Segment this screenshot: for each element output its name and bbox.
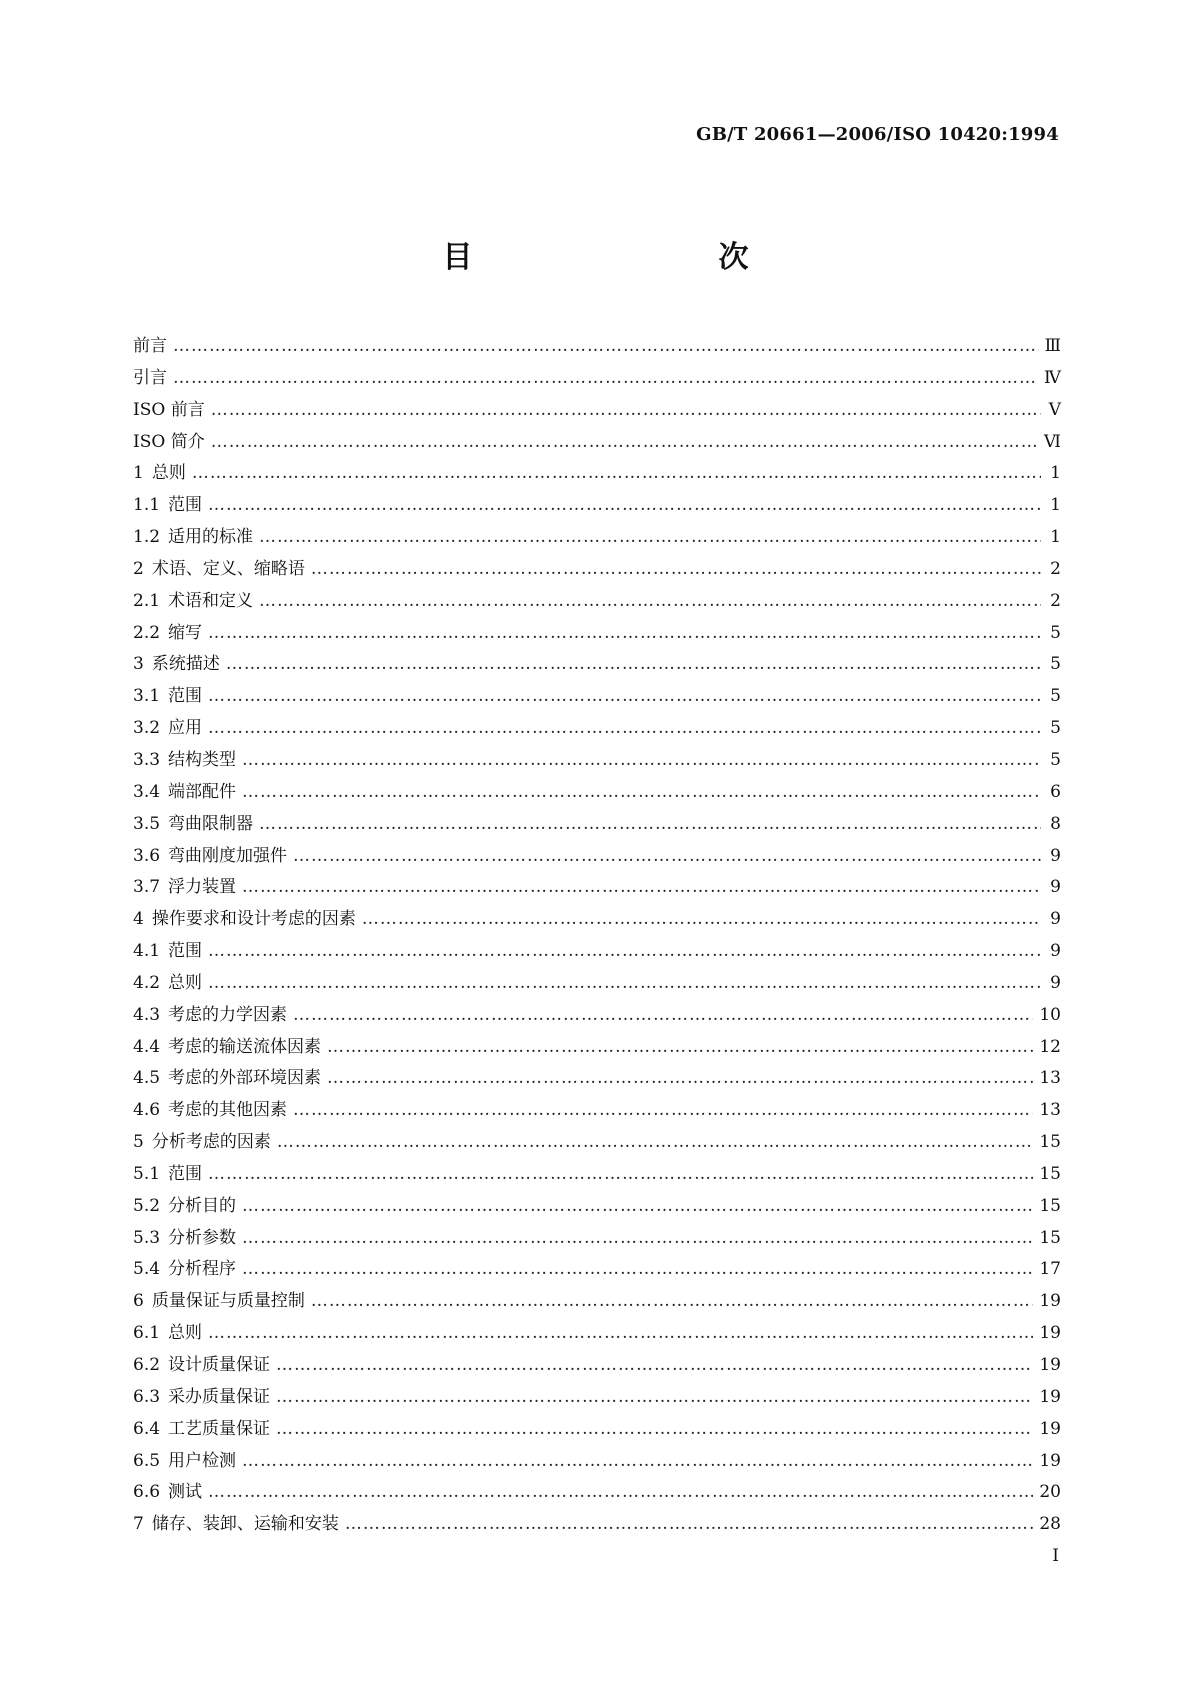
- toc-entry-page: 5: [1050, 686, 1061, 707]
- toc-entry-label: 前言: [133, 336, 167, 356]
- dot-leader: [208, 713, 1041, 745]
- toc-entry[interactable]: [133, 1223, 1061, 1255]
- toc-entry-label: 分析参数: [168, 1227, 237, 1248]
- toc-entry-number: 5.2: [133, 1195, 161, 1216]
- dot-leader: [276, 1350, 1033, 1382]
- toc-entry-number: 3.2: [133, 718, 161, 739]
- toc-entry-label: 范围: [168, 941, 203, 962]
- toc-entry-number: 4.5: [133, 1068, 161, 1089]
- toc-entry-page: 19: [1039, 1355, 1061, 1375]
- toc-entry-label: 考虑的外部环境因素: [168, 1068, 322, 1089]
- toc-entry-label: 总则: [151, 463, 186, 484]
- toc-entry-number: 6.2: [133, 1355, 161, 1375]
- toc-entry-label: 总则: [168, 972, 203, 993]
- toc-entry-page: 15: [1039, 1195, 1061, 1216]
- toc-entry-label: 分析程序: [168, 1259, 237, 1280]
- toc-entry-label: 操作要求和设计考虑的因素: [151, 909, 356, 930]
- dot-leader: [208, 968, 1041, 1000]
- toc-entry-page: 5: [1050, 749, 1061, 770]
- toc-entry-page: 13: [1039, 1100, 1061, 1121]
- toc-entry-page: 6: [1050, 781, 1061, 802]
- dot-leader: [327, 1063, 1033, 1095]
- standard-code: GB/T 20661—2006/ISO 10420:1994: [696, 124, 1059, 145]
- toc-entry-label: 采办质量保证: [168, 1386, 271, 1407]
- toc-entry-page: 1: [1050, 495, 1061, 516]
- toc-entry-page: Ⅵ: [1043, 431, 1061, 452]
- toc-entry-page: 19: [1039, 1386, 1061, 1407]
- toc-entry[interactable]: [133, 458, 1061, 490]
- toc-entry-number: 4.4: [133, 1036, 161, 1057]
- toc-entry-number: 3: [133, 654, 144, 675]
- toc-entry-number: 5.3: [133, 1227, 161, 1248]
- toc-entry[interactable]: [133, 745, 1061, 777]
- dot-leader: [226, 649, 1041, 681]
- dot-leader: [293, 1095, 1033, 1127]
- dot-leader: [208, 490, 1041, 522]
- toc-entry-label: 缩写: [168, 622, 203, 643]
- toc-entry[interactable]: [133, 586, 1061, 618]
- toc-entry-page: 19: [1039, 1323, 1061, 1344]
- toc-entry-page: 9: [1050, 972, 1061, 993]
- dot-leader: [173, 331, 1039, 363]
- toc-entry-page: 1: [1050, 463, 1061, 484]
- toc-entry-number: 5.1: [133, 1163, 161, 1184]
- toc-entry-page: 5: [1050, 654, 1061, 675]
- toc-entry-number: 5: [133, 1132, 144, 1153]
- toc-entry[interactable]: [133, 395, 1061, 427]
- toc-entry-label: 考虑的力学因素: [168, 1004, 288, 1025]
- toc-entry[interactable]: [133, 809, 1061, 841]
- page-title: 目 次: [442, 240, 811, 275]
- toc-entry-label: 范围: [168, 686, 203, 707]
- toc-entry-page: 28: [1039, 1514, 1061, 1535]
- toc-entry-label: ISO 简介: [133, 431, 205, 452]
- dot-leader: [211, 395, 1041, 427]
- toc-entry-label: 结构类型: [168, 749, 237, 770]
- toc-entry[interactable]: [133, 522, 1061, 554]
- toc-entry[interactable]: [133, 1477, 1061, 1509]
- toc-entry-label: ISO 前言: [133, 399, 205, 420]
- toc-entry[interactable]: [133, 872, 1061, 904]
- toc-entry[interactable]: [133, 618, 1061, 650]
- toc-entry-number: 1: [133, 463, 144, 484]
- dot-leader: [276, 1414, 1033, 1446]
- toc-entry-number: 1.1: [133, 495, 161, 516]
- page-number: Ⅰ: [1052, 1546, 1059, 1566]
- toc-entry-page: 10: [1039, 1004, 1061, 1025]
- toc-entry-page: 8: [1050, 813, 1061, 834]
- toc-entry[interactable]: [133, 554, 1061, 586]
- dot-leader: [293, 1000, 1033, 1032]
- toc-entry-page: 19: [1039, 1450, 1061, 1471]
- dot-leader: [242, 745, 1041, 777]
- toc-entry-label: 测试: [168, 1482, 203, 1503]
- toc-entry-page: 15: [1039, 1163, 1061, 1184]
- toc-entry-page: 9: [1050, 909, 1061, 930]
- toc-entry-page: Ⅴ: [1048, 399, 1061, 420]
- toc-entry-number: 6.1: [133, 1323, 161, 1344]
- dot-leader: [242, 1254, 1033, 1286]
- toc-entry-page: 2: [1050, 590, 1061, 611]
- toc-entry-label: 设计质量保证: [168, 1355, 271, 1375]
- toc-entry-number: 1.2: [133, 527, 161, 548]
- dot-leader: [208, 936, 1041, 968]
- dot-leader: [208, 1159, 1033, 1191]
- toc-entry[interactable]: [133, 1095, 1061, 1127]
- toc-entry[interactable]: [133, 1318, 1061, 1350]
- toc-entry-number: 3.5: [133, 813, 161, 834]
- toc-entry-label: 范围: [168, 495, 203, 516]
- dot-leader: [277, 1127, 1034, 1159]
- toc-entry-label: 系统描述: [151, 654, 220, 675]
- toc-entry-label: 术语、定义、缩略语: [151, 558, 305, 579]
- toc-entry[interactable]: [133, 1446, 1061, 1478]
- toc-entry-page: 15: [1039, 1132, 1061, 1153]
- toc-entry-page: 13: [1039, 1068, 1061, 1089]
- dot-leader: [242, 1446, 1033, 1478]
- toc-entry-page: 17: [1039, 1259, 1061, 1280]
- toc-entry-label: 考虑的其他因素: [168, 1100, 288, 1121]
- toc-entry-label: 考虑的输送流体因素: [168, 1036, 322, 1057]
- dot-leader: [208, 681, 1041, 713]
- toc-entry-label: 工艺质量保证: [168, 1418, 271, 1439]
- toc-entry[interactable]: [133, 1286, 1061, 1318]
- dot-leader: [259, 586, 1041, 618]
- toc-entry[interactable]: [133, 427, 1061, 459]
- toc-entry-label: 适用的标准: [168, 527, 254, 548]
- toc-entry-number: 6.4: [133, 1418, 161, 1439]
- dot-leader: [259, 522, 1041, 554]
- toc-entry-number: 4.3: [133, 1004, 161, 1025]
- toc-entry[interactable]: [133, 681, 1061, 713]
- toc-entry[interactable]: [133, 1350, 1061, 1382]
- toc-entry-label: 浮力装置: [168, 877, 237, 898]
- toc-entry-label: 总则: [168, 1323, 203, 1344]
- toc-entry[interactable]: [133, 1032, 1061, 1064]
- toc-entry-label: 质量保证与质量控制: [151, 1291, 305, 1312]
- toc-entry[interactable]: [133, 936, 1061, 968]
- dot-leader: [242, 872, 1041, 904]
- toc-entry-page: 9: [1050, 877, 1061, 898]
- dot-leader: [192, 458, 1041, 490]
- toc-entry[interactable]: [133, 331, 1061, 363]
- toc-entry-number: 6.6: [133, 1482, 161, 1503]
- dot-leader: [208, 618, 1041, 650]
- toc-entry-label: 引言: [133, 367, 167, 388]
- dot-leader: [327, 1032, 1033, 1064]
- toc-entry[interactable]: [133, 841, 1061, 873]
- toc-entry-page: 15: [1039, 1227, 1061, 1248]
- dot-leader: [293, 841, 1041, 873]
- toc-entry-number: 3.6: [133, 845, 161, 866]
- toc-entry-label: 储存、装卸、运输和安装: [151, 1514, 339, 1535]
- toc-entry-page: 5: [1050, 622, 1061, 643]
- toc-entry[interactable]: [133, 968, 1061, 1000]
- dot-leader: [242, 1223, 1033, 1255]
- toc-entry-page: Ⅲ: [1044, 336, 1061, 356]
- toc-entry[interactable]: [133, 1509, 1061, 1541]
- toc-entry-number: 4.1: [133, 941, 161, 962]
- toc-entry[interactable]: [133, 1254, 1061, 1286]
- toc-entry-number: 3.7: [133, 877, 161, 898]
- toc-entry-number: 2: [133, 558, 144, 579]
- dot-leader: [173, 363, 1038, 395]
- dot-leader: [311, 1286, 1034, 1318]
- toc-entry-label: 分析考虑的因素: [151, 1132, 271, 1153]
- toc-entry-page: 19: [1039, 1418, 1061, 1439]
- toc-entry-number: 4.6: [133, 1100, 161, 1121]
- dot-leader: [208, 1477, 1033, 1509]
- dot-leader: [276, 1382, 1033, 1414]
- dot-leader: [242, 1191, 1033, 1223]
- toc-entry-label: 术语和定义: [168, 590, 254, 611]
- toc-entry-label: 范围: [168, 1163, 203, 1184]
- dot-leader: [211, 427, 1038, 459]
- toc-entry[interactable]: [133, 363, 1061, 395]
- toc-entry[interactable]: [133, 490, 1061, 522]
- toc-entry-number: 3.4: [133, 781, 161, 802]
- toc-entry-label: 应用: [168, 718, 203, 739]
- dot-leader: [208, 1318, 1033, 1350]
- toc-entry[interactable]: [133, 1414, 1061, 1446]
- toc-entry[interactable]: [133, 1191, 1061, 1223]
- toc-entry-label: 弯曲限制器: [168, 813, 254, 834]
- toc-entry-page: 1: [1050, 527, 1061, 548]
- table-of-contents: [133, 331, 1061, 1541]
- toc-entry-page: 2: [1050, 558, 1061, 579]
- dot-leader: [311, 554, 1041, 586]
- toc-entry-label: 弯曲刚度加强件: [168, 845, 288, 866]
- dot-leader: [259, 809, 1041, 841]
- toc-entry[interactable]: [133, 1159, 1061, 1191]
- toc-entry-number: 5.4: [133, 1259, 161, 1280]
- toc-entry-number: 6.3: [133, 1386, 161, 1407]
- toc-entry[interactable]: [133, 1127, 1061, 1159]
- toc-entry[interactable]: [133, 649, 1061, 681]
- toc-entry[interactable]: [133, 1063, 1061, 1095]
- toc-entry-number: 2.2: [133, 622, 161, 643]
- toc-entry-number: 4: [133, 909, 144, 930]
- toc-entry-number: 2.1: [133, 590, 161, 611]
- dot-leader: [362, 904, 1041, 936]
- toc-entry-number: 3.1: [133, 686, 161, 707]
- toc-entry-number: 6.5: [133, 1450, 161, 1471]
- toc-entry-page: 12: [1039, 1036, 1061, 1057]
- toc-entry-number: 7: [133, 1514, 144, 1535]
- dot-leader: [242, 777, 1041, 809]
- toc-entry-number: 4.2: [133, 972, 161, 993]
- toc-entry-number: 3.3: [133, 749, 161, 770]
- toc-entry-page: 9: [1050, 845, 1061, 866]
- toc-entry[interactable]: [133, 713, 1061, 745]
- toc-entry-number: 6: [133, 1291, 144, 1312]
- toc-entry-page: 20: [1039, 1482, 1061, 1503]
- toc-entry[interactable]: [133, 904, 1061, 936]
- toc-entry-page: Ⅳ: [1044, 367, 1061, 388]
- toc-entry-label: 用户检测: [168, 1450, 237, 1471]
- toc-entry-page: 19: [1039, 1291, 1061, 1312]
- toc-entry[interactable]: [133, 1382, 1061, 1414]
- toc-entry-label: 端部配件: [168, 781, 237, 802]
- toc-entry-page: 9: [1050, 941, 1061, 962]
- toc-entry[interactable]: [133, 1000, 1061, 1032]
- toc-entry[interactable]: [133, 777, 1061, 809]
- dot-leader: [345, 1509, 1034, 1541]
- toc-entry-page: 5: [1050, 718, 1061, 739]
- toc-entry-label: 分析目的: [168, 1195, 237, 1216]
